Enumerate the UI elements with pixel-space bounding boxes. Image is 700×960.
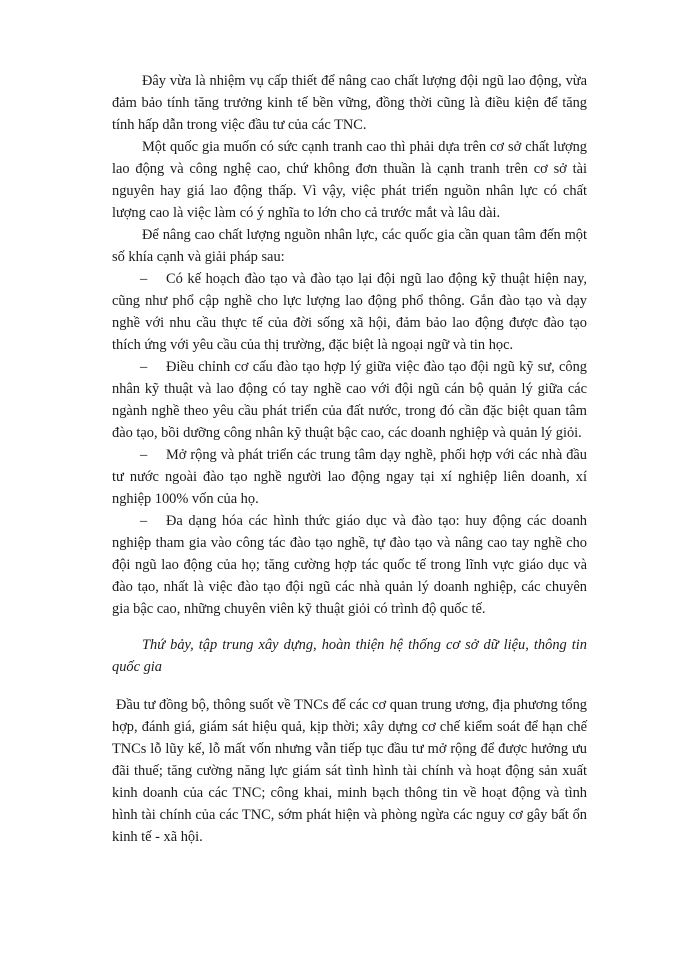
list-item-text: Điều chỉnh cơ cấu đào tạo hợp lý giữa việc đào tạo đội ngũ kỹ sư, công nhân kỹ thuật và lao động có tay nghề cao với đội ngũ cán bộ quản lý giữa các ngành nghề theo yêu cầu phát triển của đất nước, trong đó cần đặc biệt quan tâm đào tạo, bồi dưỡng công nhân kỹ thuật bậc cao, các doanh nghiệp và quản lý giỏi. (112, 359, 587, 441)
list-item-text: Mở rộng và phát triển các trung tâm dạy nghề, phối hợp với các nhà đầu tư nước ngoài đào tạo nghề người lao động ngay tại xí nghiệp liên doanh, xí nghiệp 100% vốn của họ. (112, 447, 587, 507)
bullet-dash: – (140, 271, 148, 287)
list-item (112, 510, 587, 620)
section-heading: Thứ bảy, tập trung xây dựng, hoàn thiện hệ thống cơ sở dữ liệu, thông tin quốc gia (112, 637, 587, 675)
bullet-dash: – (140, 447, 148, 463)
list-item-text: Đa dạng hóa các hình thức giáo dục và đào tạo: huy động các doanh nghiệp tham gia vào công tác đào tạo nghề, tự đào tạo và nâng cao tay nghề cho đội ngũ lao động của họ; tăng cường hợp tác quốc tế trong lĩnh vực giáo dục và đào tạo, nhất là việc đào tạo đội ngũ các nhà quản lý doanh nghiệp, các chuyên gia bậc cao, những chuyên viên kỹ thuật giỏi có trình độ quốc tế. (112, 513, 587, 617)
document-page (112, 70, 587, 848)
bullet-dash: – (140, 359, 148, 375)
list-item (112, 356, 587, 444)
closing-paragraph: Đầu tư đồng bộ, thông suốt về TNCs để các cơ quan trung ương, địa phương tổng hợp, đánh giá, giám sát hiệu quả, kịp thời; xây dựng cơ chế kiểm soát để hạn chế TNCs lỗ lũy kế, lỗ mất vốn nhưng vẫn tiếp tục đầu tư mở rộng để được hưởng ưu đãi thuế; tăng cường năng lực giám sát tình hình tài chính và hoạt động sản xuất kinh doanh của các TNC; công khai, minh bạch thông tin về hoạt động và tình hình tài chính của các TNC, sớm phát hiện và phòng ngừa các nguy cơ gây bất ổn kinh tế - xã hội. (112, 697, 587, 845)
paragraph-1: Đây vừa là nhiệm vụ cấp thiết để nâng cao chất lượng đội ngũ lao động, vừa đảm bảo tính tăng trưởng kinh tế bền vững, đồng thời cũng là điều kiện để tăng tính hấp dẫn trong việc đầu tư của các TNC. (112, 73, 587, 133)
bullet-dash: – (140, 513, 148, 529)
list-item (112, 268, 587, 356)
list-item-text: Có kế hoạch đào tạo và đào tạo lại đội ngũ lao động kỹ thuật hiện nay, cũng như phổ cập nghề cho lực lượng lao động phổ thông. Gắn đào tạo và dạy nghề với nhu cầu thực tế của đời sống xã hội, đảm bảo lao động được đào tạo thích ứng với yêu cầu của thị trường, đặc biệt là ngoại ngữ và tin học. (112, 271, 587, 353)
paragraph-2: Một quốc gia muốn có sức cạnh tranh cao thì phải dựa trên cơ sở chất lượng lao động và công nghệ cao, chứ không đơn thuần là cạnh tranh trên cơ sở tài nguyên hay giá lao động thấp. Vì vậy, việc phát triển nguồn nhân lực có chất lượng cao là việc làm có ý nghĩa to lớn cho cả trước mắt và lâu dài. (112, 139, 587, 221)
paragraph-3: Để nâng cao chất lượng nguồn nhân lực, các quốc gia cần quan tâm đến một số khía cạnh và giải pháp sau: (112, 227, 587, 265)
list-item (112, 444, 587, 510)
